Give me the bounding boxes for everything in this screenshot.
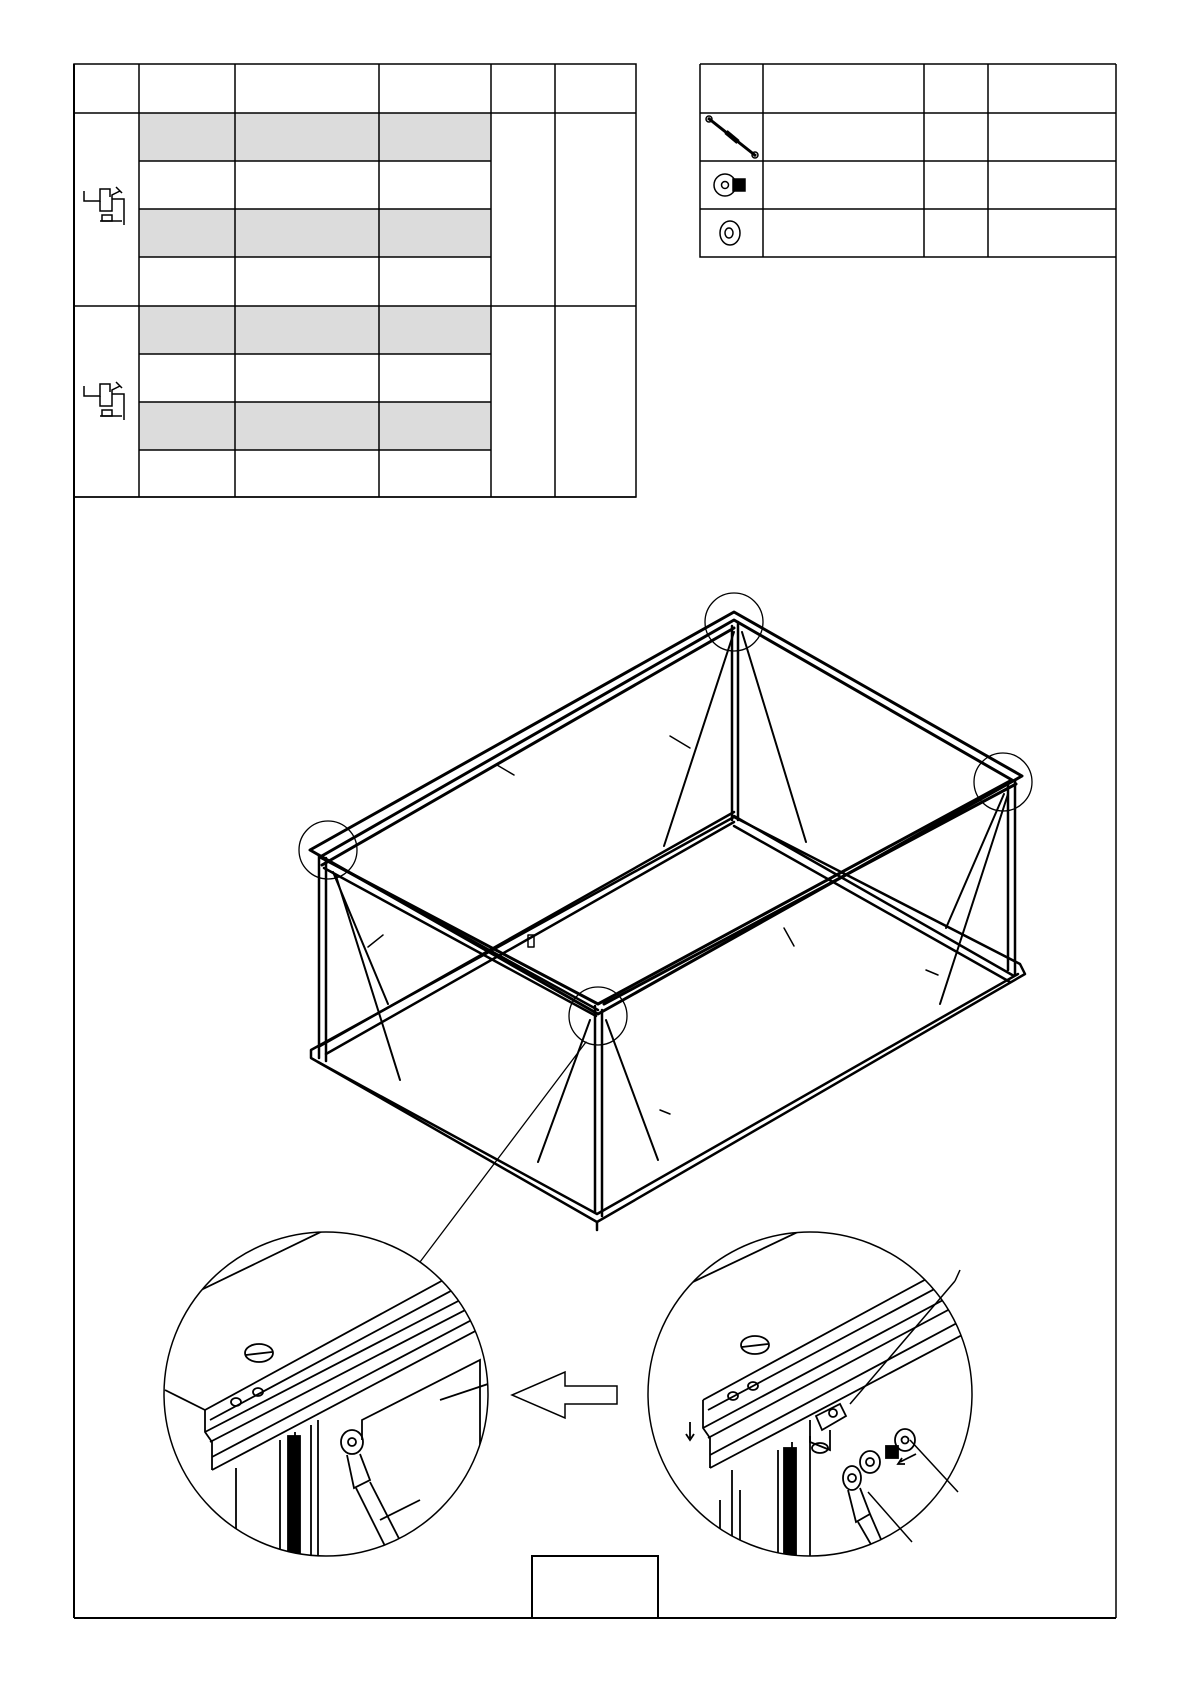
base-frame	[311, 817, 1025, 1230]
profile-cross-section-icon	[84, 187, 124, 225]
bolt-icon	[714, 174, 745, 196]
mid-beams	[320, 812, 1014, 1054]
callout-leaders	[368, 736, 938, 1114]
detail-leader	[420, 1042, 586, 1262]
page-frame	[74, 64, 1116, 1618]
greenhouse-frame-isometric	[299, 593, 1032, 1262]
corner-detail-assembled	[150, 1130, 500, 1560]
parts-table-left	[74, 64, 636, 497]
washer-icon	[720, 221, 740, 245]
direction-arrow-left	[512, 1372, 617, 1418]
shaded-cells	[139, 113, 491, 450]
page-number	[532, 1556, 658, 1618]
tension-rod-icon	[706, 116, 758, 158]
top-frame	[310, 612, 1022, 1014]
parts-table-right	[700, 64, 1116, 257]
profile-cross-section-icon	[84, 382, 124, 420]
corner-detail-exploded	[640, 1130, 1000, 1560]
